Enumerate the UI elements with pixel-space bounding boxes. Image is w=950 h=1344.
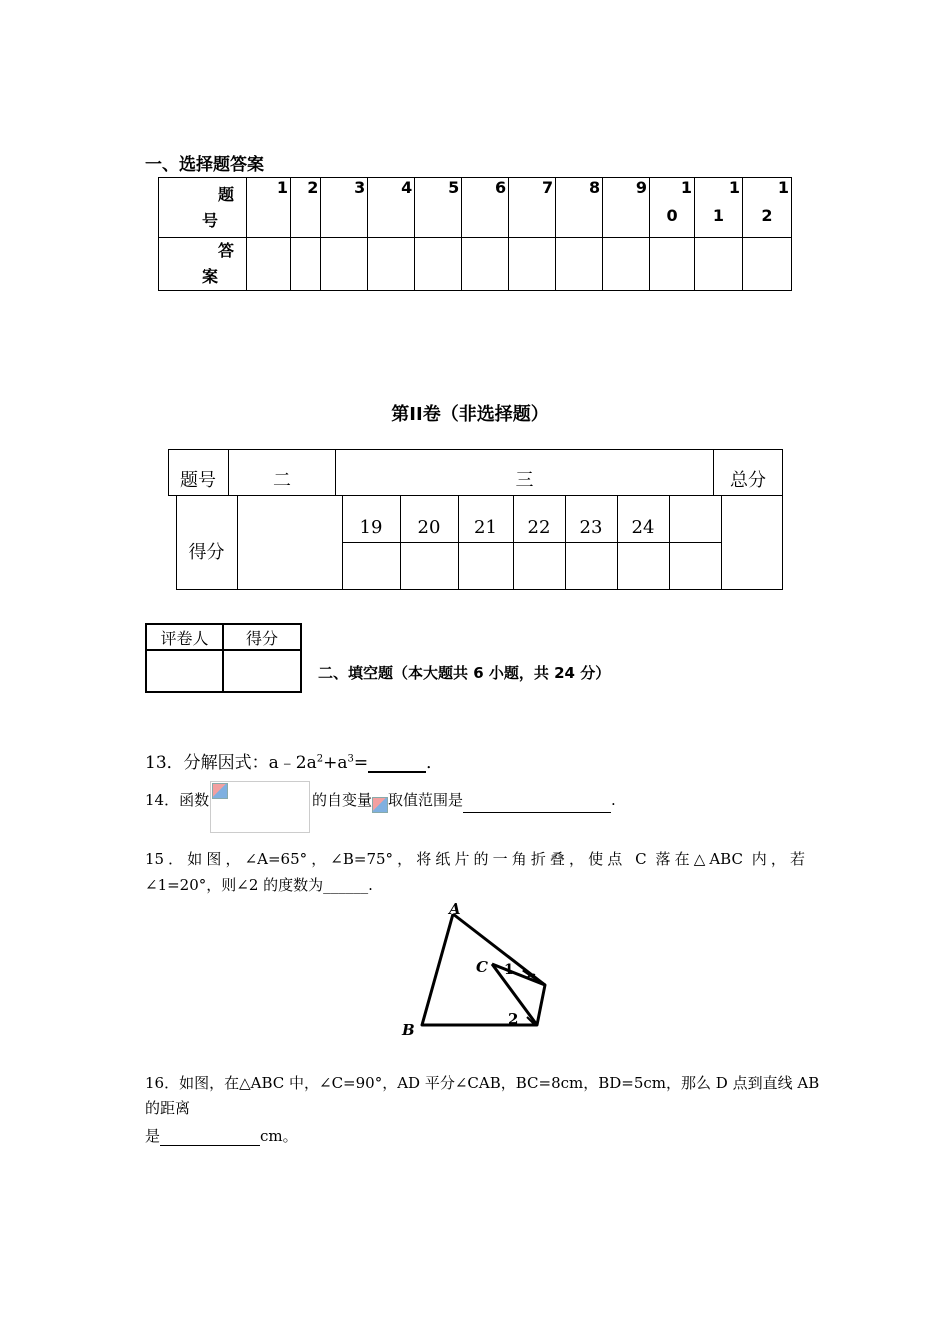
q-number-text: 3 <box>354 178 366 197</box>
answer-cell[interactable] <box>368 238 415 291</box>
sub-number: 21 <box>474 517 497 538</box>
q-number-3 <box>321 178 368 238</box>
q15-blank-text: ______. <box>323 876 373 894</box>
q-number-4 <box>368 178 415 238</box>
sub-number: 19 <box>359 517 383 538</box>
q16-text: 是 <box>145 1127 161 1145</box>
sub-col <box>617 495 670 590</box>
question-16-line2: 的距离 <box>145 1099 191 1117</box>
question-16-line1: 16．如图，在△ABC 中，∠C=90°，AD 平分∠CAB，BC=8cm，BD=5cm，那么 D 点到直线 AB <box>145 1074 820 1092</box>
sub-number: 22 <box>527 517 551 538</box>
label-angle1: 1 <box>504 962 514 978</box>
label-angle2: 2 <box>508 1010 519 1028</box>
answer-cell[interactable] <box>462 238 509 291</box>
label-a: A <box>449 900 461 918</box>
q13-sup: 3 <box>347 753 354 765</box>
sub-number: 20 <box>417 517 441 538</box>
question-15-line2 <box>145 874 373 895</box>
formula-image-placeholder <box>210 781 310 833</box>
reviewer-header: 评卷人 <box>146 624 223 650</box>
fill-section-title: 二、填空题（本大题共 6 小题，共 24 分） <box>318 664 611 682</box>
sub-col <box>458 495 514 590</box>
reviewer-cell[interactable] <box>146 650 223 692</box>
q-number-5 <box>415 178 462 238</box>
folded-flap <box>492 964 545 1025</box>
grader-score-header: 得分 <box>223 624 301 650</box>
label-da: 答 <box>218 241 235 260</box>
answer-table <box>158 177 792 291</box>
q16-text: cm。 <box>260 1127 298 1145</box>
answer-cell[interactable] <box>415 238 462 291</box>
sub-number: 23 <box>579 517 603 538</box>
q-number-text: 4 <box>401 178 413 197</box>
label-hao: 号 <box>202 210 219 230</box>
sub-col <box>565 495 618 590</box>
header-er: 二 <box>273 470 291 491</box>
sub-col <box>400 495 459 590</box>
answer-cell[interactable] <box>291 238 321 291</box>
header-tihao: 题号 <box>180 470 216 491</box>
grader-table <box>145 623 302 693</box>
row-score-label: 得分 <box>188 542 225 563</box>
q13-answer-blank[interactable] <box>368 751 426 773</box>
q-number-12 <box>742 178 791 238</box>
q15-text: ∠1=20°，则∠2 的度数为 <box>145 876 324 894</box>
q-number-2 <box>291 178 321 238</box>
q14-answer-blank[interactable] <box>463 794 611 813</box>
q-number-text: 1 <box>680 178 693 197</box>
answer-cell[interactable] <box>321 238 368 291</box>
q16-answer-blank[interactable] <box>160 1127 260 1146</box>
question-16-line3 <box>145 1125 298 1146</box>
label-an: 案 <box>202 267 219 286</box>
row-label-daan <box>159 238 247 291</box>
q-number-text: 0 <box>666 206 678 225</box>
q14-text: 14．函数 <box>145 791 210 809</box>
broken-image-icon <box>212 783 228 799</box>
sub-number: 24 <box>631 517 655 538</box>
q14-text: . <box>611 791 616 809</box>
q-number-text: 6 <box>495 178 507 197</box>
q14-text: 的自变量 <box>312 791 373 809</box>
question-13 <box>145 748 443 773</box>
answer-cell[interactable] <box>509 238 556 291</box>
q13-text: +a <box>323 753 348 773</box>
answer-cell[interactable] <box>742 238 791 291</box>
q-number-text: 9 <box>635 178 648 197</box>
q13-text: ． <box>426 753 444 773</box>
q13-text: = <box>353 753 369 773</box>
q13-text: 13．分解因式：a﹣2a <box>145 753 317 773</box>
label-c: C <box>476 958 488 976</box>
answer-cell[interactable] <box>603 238 650 291</box>
q-number-text: 8 <box>588 178 601 197</box>
header-san: 三 <box>515 470 534 491</box>
q-number-text: 2 <box>307 178 319 197</box>
broken-image-icon <box>372 797 388 813</box>
question-15-line1: 15．如图，∠A=65°，∠B=75°，将纸片的一角折叠，使点 C 落在△ABC 内，若 <box>145 850 805 868</box>
answer-cell[interactable] <box>247 238 291 291</box>
q-number-6 <box>462 178 509 238</box>
triangle-fold-figure <box>395 900 560 1040</box>
score-col-er <box>237 495 343 590</box>
answer-cell[interactable] <box>695 238 743 291</box>
grader-score-cell[interactable] <box>223 650 301 692</box>
row-label-tihao <box>159 178 247 238</box>
q-number-1 <box>247 178 291 238</box>
q-number-7 <box>509 178 556 238</box>
sub-col <box>513 495 566 590</box>
q-number-text: 5 <box>448 178 460 197</box>
label-b: B <box>402 1021 415 1039</box>
section1-heading: 一、选择题答案 <box>145 155 264 175</box>
q-number-text: 1 <box>777 178 789 197</box>
header-total: 总分 <box>730 470 766 491</box>
q-number-text: 1 <box>712 206 725 225</box>
q-number-text: 1 <box>728 178 740 197</box>
label-ti: 题 <box>218 184 235 204</box>
answer-cell[interactable] <box>556 238 603 291</box>
part2-title: 第II卷（非选择题） <box>391 404 549 425</box>
q-number-9 <box>603 178 650 238</box>
q-number-11 <box>695 178 743 238</box>
q-number-text: 7 <box>541 178 554 197</box>
q13-sup: 2 <box>316 753 324 765</box>
q-number-10 <box>650 178 695 238</box>
q-number-text: 1 <box>276 178 289 197</box>
question-14-rest <box>312 789 616 813</box>
question-14 <box>145 789 209 810</box>
q14-text: 取值范围是 <box>388 791 464 809</box>
q-number-8 <box>556 178 603 238</box>
sub-col <box>342 495 401 590</box>
q-number-text: 2 <box>761 206 773 225</box>
answer-cell[interactable] <box>650 238 695 291</box>
